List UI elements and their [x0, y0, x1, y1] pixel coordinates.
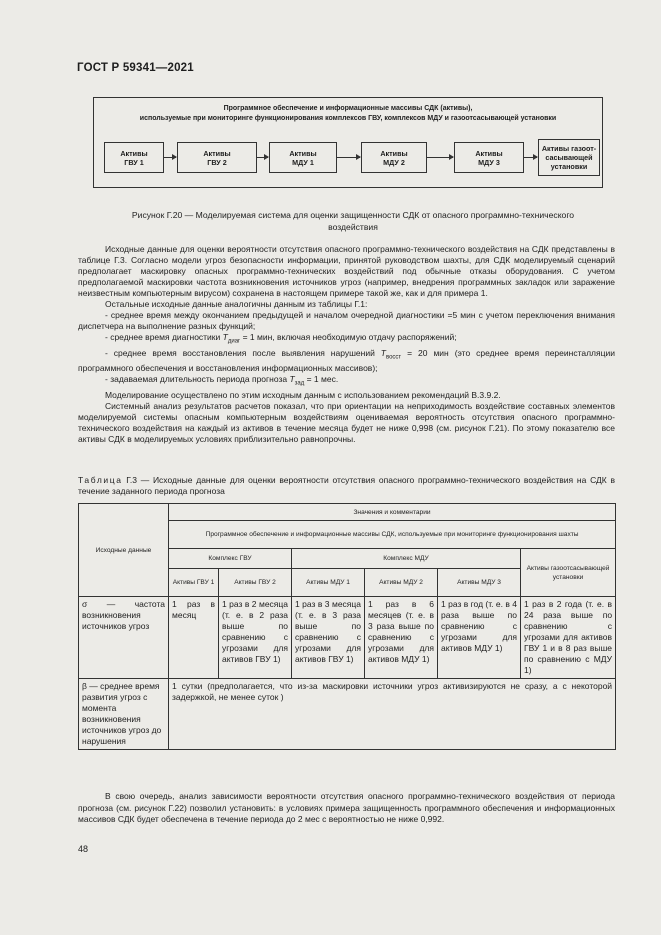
arrow: [164, 157, 176, 158]
table-cell: 1 сутки (предполагается, что из-за маскировки источники угроз активизируются не сразу, а с некоторой задержкой, не менее суток ): [169, 679, 616, 750]
figure-caption: Рисунок Г.20 — Моделируемая система для оценки защищенности СДК от опасного программно-технического воздействия: [131, 210, 575, 232]
paragraph: Системный анализ результатов расчетов показал, что при ориентации на неприходимость воздействие составных элементов моделируемой системы опасным компьютерным воздействиям оцениваемая вероятность отсутствия опасного программно-технического воздействия на каждый из активов в течение месяца будет не ниже 0,998 (см. рисунок Г.21). По этому показателю все активы СДК в моделируемых условиях приблизительно равнопрочны.: [78, 401, 615, 445]
header-col: Активы МДУ 3: [438, 569, 521, 597]
paragraph: Исходные данные для оценки вероятности отсутствия опасного программно-технического воздействия на СДК представлены в таблице Г.3. Согласно модели угроз безопасности информации, принятой руководством шахты, для СДК моделируемый сценарий предполагает маскировку опасных программно-технических воздействий под обычные отказы оборудования. С учетом предполагаемой маскировки частота возникновения источников угроз (например, внедрения программных закладок или заражение неизвестным компьютерным вирусом) сохранена в настоящем примере такой же, как и для примера 1.: [78, 244, 615, 298]
standard-header: ГОСТ Р 59341—2021: [77, 62, 194, 74]
header-gvu: Комплекс ГВУ: [169, 549, 292, 569]
header-software: Программное обеспечение и информационные массивы СДК, используемые при мониторинге функционирования шахты: [169, 521, 616, 549]
header-col: Активы МДУ 1: [292, 569, 365, 597]
body-text: [78, 244, 615, 445]
table-cell: 1 раз в 3 месяца (т. е. в 3 раза выше по сравнению с угрозами для активов ГВУ 1): [292, 597, 365, 679]
table-cell: 1 раз в 2 месяца (т. е. в 2 раза выше по сравнению с угрозами для активов ГВУ 1): [219, 597, 292, 679]
arrow: [427, 157, 453, 158]
table-cell: 1 раз в 6 месяцев (т. е. в 3 раза выше по сравнению с угрозами для активов МДУ 1): [365, 597, 438, 679]
row-label: σ — частота возникновения источников угроз: [79, 597, 169, 679]
asset-box-mdu1: Активы МДУ 1: [269, 142, 337, 173]
figure-title: Программное обеспечение и информационные массивы СДК (активы), используемые при мониторинге функционирования комплексов ГВУ, комплексов МДУ и газоотсасывающей установки: [139, 105, 557, 122]
asset-box-mdu3: Активы МДУ 3: [454, 142, 524, 173]
arrow: [524, 157, 537, 158]
asset-box-gvu2: Активы ГВУ 2: [177, 142, 257, 173]
page-number: 48: [78, 844, 89, 854]
list-item: - среднее время восстановления после выявления нарушений $T_{восст} = 20$ мин (это среднее время переинсталляции программного обеспечения и восстановления информационных массивов);: [78, 347, 615, 374]
list-item: - среднее время диагностики $T_{диаг} = 1$ мин, включая необходимую отдачу распоряжений;: [105, 332, 457, 345]
data-table: [78, 503, 616, 750]
paragraph: В свою очередь, анализ зависимости вероятности отсутствия опасного программно-технического воздействия от периода прогноза (см. рисунок Г.22) позволил установить: в условиях примера защищенность программного обеспечения и информационных массивов СДК будет обеспечена в течение периода до 2 мес с вероятностью не ниже 0,992.: [78, 791, 615, 824]
header-col: Активы МДУ 2: [365, 569, 438, 597]
header-col: Активы ГВУ 1: [169, 569, 219, 597]
header-mdu: Комплекс МДУ: [292, 549, 521, 569]
header-source: Исходные данные: [79, 504, 169, 597]
list-item: - задаваемая длительность периода прогноза $T_{зад} = 1$ мес.: [105, 374, 339, 388]
table-cell: 1 раз в 2 года (т. е. в 24 раза выше по сравнению с угрозами для активов ГВУ 1 и в 8 раз выше по сравнению с МДУ 1): [521, 597, 616, 679]
header-gas: Активы газоотсасывающей установки: [521, 549, 616, 597]
row-label: β — среднее время развития угроз с момента возникновения источников угроз до нарушения: [79, 679, 169, 750]
asset-box-mdu2: Активы МДУ 2: [361, 142, 427, 173]
table-row: [79, 679, 616, 750]
arrow: [257, 157, 268, 158]
paragraph: Остальные исходные данные аналогичны данным из таблицы Г.1:: [105, 299, 368, 309]
asset-box-gas: Активы газоот- сасывающей установки: [538, 139, 600, 176]
header-values: Значения и комментарии: [169, 504, 616, 521]
arrow: [337, 157, 360, 158]
closing-text: [78, 791, 615, 826]
paragraph: Моделирование осуществлено по этим исходным данным с использованием рекомендаций В.3.9.2.: [105, 390, 501, 401]
asset-box-gvu1: Активы ГВУ 1: [104, 142, 164, 173]
table-caption: Таблица Г.3 — Исходные данные для оценки вероятности отсутствия опасного программно-технического воздействия на СДК в течение заданного периода прогноза: [78, 475, 615, 496]
table-cell: 1 раз в месяц: [169, 597, 219, 679]
list-item: - среднее время между окончанием предыдущей и началом очередной диагностики =5 мин с учетом переключения внимания диспетчера на выполнение разных функций;: [78, 310, 615, 331]
table-cell: 1 раз в год (т. е. в 4 раза выше по сравнению с угрозами для активов МДУ 1): [438, 597, 521, 679]
header-col: Активы ГВУ 2: [219, 569, 292, 597]
figure-diagram: [93, 97, 603, 188]
table-row: [79, 597, 616, 679]
